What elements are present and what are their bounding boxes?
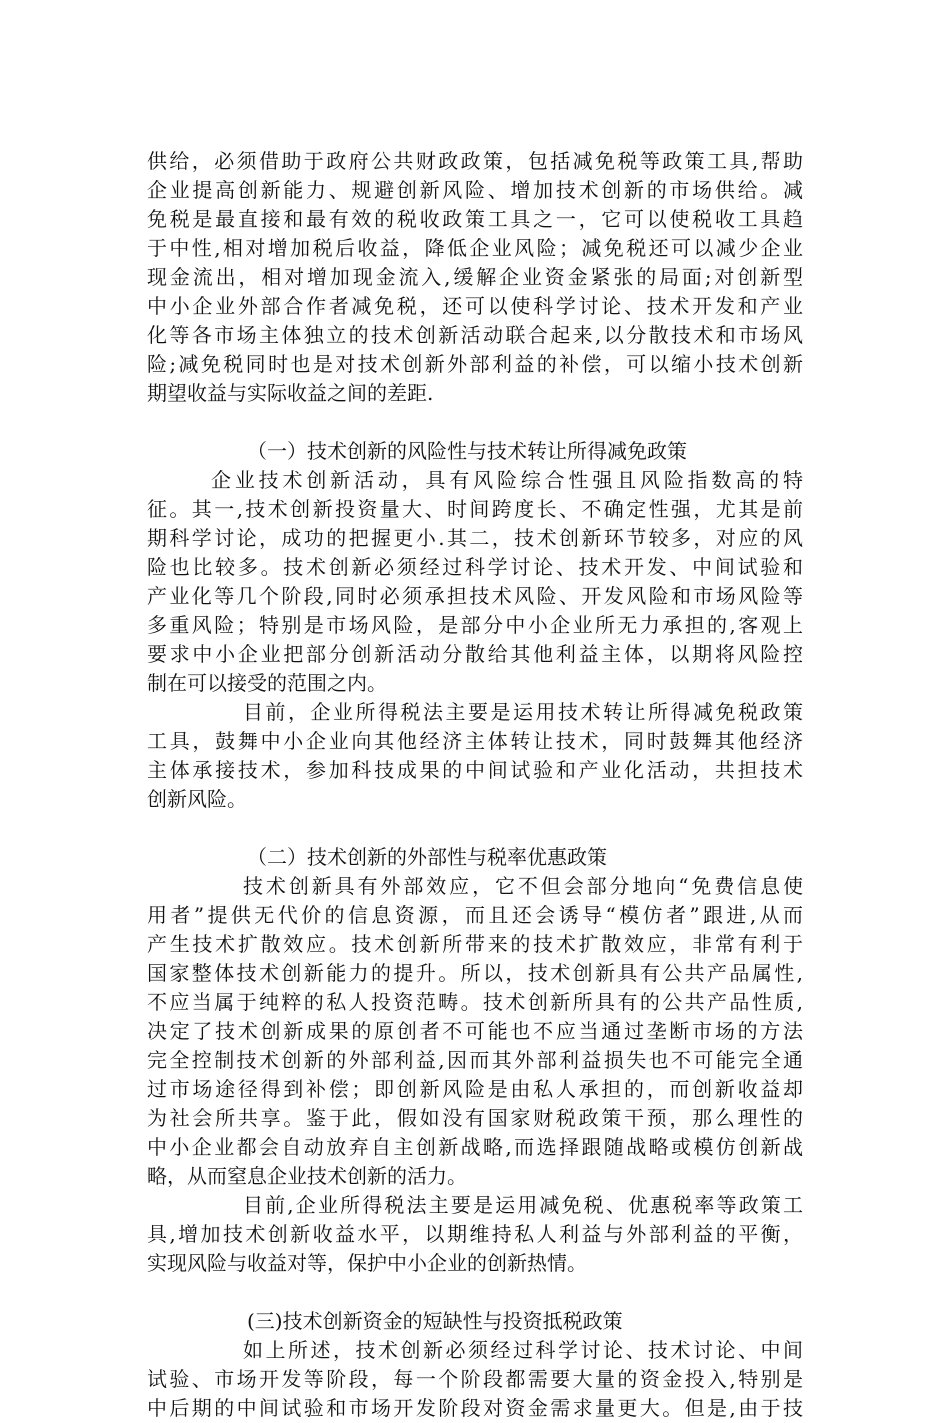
- text-line: 险;减免税同时也是对技术创新外部利益的补偿，可以缩小技术创新: [147, 352, 803, 376]
- paragraph-gap: [147, 1278, 803, 1307]
- text-line: 国家整体技术创新能力的提升。所以，技术创新具有公共产品属性,: [147, 961, 803, 985]
- text-line: 险也比较多。技术创新必须经过科学讨论、技术开发、中间试验和: [147, 555, 803, 579]
- text-line: 工具，鼓舞中小企业向其他经济主体转让技术，同时鼓舞其他经济: [147, 729, 803, 753]
- paragraph-gap: [147, 814, 803, 843]
- text-line: 中后期的中间试验和市场开发阶段对资金需求量更大。但是,由于技: [147, 1396, 803, 1420]
- text-line: 过市场途径得到补偿；即创新风险是由私人承担的，而创新收益却: [147, 1077, 803, 1101]
- text-line: 目前，企业所得税法主要是运用技术转让所得减免税政策: [243, 700, 803, 724]
- text-line: 如上所述，技术创新必须经过科学讨论、技术讨论、中间: [243, 1338, 803, 1362]
- text-line: 目前,企业所得税法主要是运用减免税、优惠税率等政策工: [243, 1193, 803, 1217]
- paragraph-1: [147, 147, 803, 408]
- text-line: 现金流出，相对增加现金流入,缓解企业资金紧张的局面;对创新型: [147, 265, 803, 289]
- text-line: 制在可以接受的范围之内。: [147, 671, 387, 695]
- paragraph-2: [147, 466, 803, 698]
- text-line: 要求中小企业把部分创新活动分散给其他利益主体，以期将风险控: [147, 642, 803, 666]
- text-line: 创新风险。: [147, 787, 247, 811]
- text-line: 产生技术扩散效应。技术创新所带来的技术扩散效应，非常有利于: [147, 932, 803, 956]
- paragraph-5: [147, 1191, 803, 1278]
- section-heading-1: （一）技术创新的风险性与技术转让所得减免政策: [247, 439, 687, 463]
- text-line: 期望收益与实际收益之间的差距.: [147, 381, 434, 405]
- text-line: 具,增加技术创新收益水平，以期维持私人利益与外部利益的平衡，: [147, 1222, 803, 1246]
- text-line: 用者”提供无代价的信息资源，而且还会诱导“模仿者”跟进,从而: [147, 903, 803, 927]
- paragraph-6: [147, 1336, 803, 1423]
- section-heading-2: （二）技术创新的外部性与税率优惠政策: [247, 845, 607, 869]
- paragraph-4: [147, 872, 803, 1191]
- text-line: 试验、市场开发等阶段，每一个阶段都需要大量的资金投入,特别是: [147, 1367, 803, 1391]
- text-line: 实现风险与收益对等，保护中小企业的创新热情。: [147, 1251, 587, 1275]
- text-line: 不应当属于纯粹的私人投资范畴。技术创新所具有的公共产品性质,: [147, 990, 803, 1014]
- text-line: 主体承接技术，参加科技成果的中间试验和产业化活动，共担技术: [147, 758, 803, 782]
- text-line: 中小企业都会自动放弃自主创新战略,而选择跟随战略或模仿创新战: [147, 1135, 803, 1159]
- document-page: [147, 147, 803, 1423]
- text-line: 免税是最直接和最有效的税收政策工具之一，它可以使税收工具趋: [147, 207, 803, 231]
- text-line: 技术创新具有外部效应，它不但会部分地向“免费信息使: [243, 874, 803, 898]
- section-heading-3: (三)技术创新资金的短缺性与投资抵税政策: [247, 1309, 623, 1333]
- text-line: 产业化等几个阶段,同时必须承担技术风险、开发风险和市场风险等: [147, 584, 803, 608]
- text-line: 供给，必须借助于政府公共财政政策，包括减免税等政策工具,帮助: [147, 149, 803, 173]
- text-line: 完全控制技术创新的外部利益,因而其外部利益损失也不可能完全通: [147, 1048, 803, 1072]
- text-line: 决定了技术创新成果的原创者不可能也不应当通过垄断市场的方法: [147, 1019, 803, 1043]
- text-line: 化等各市场主体独立的技术创新活动联合起来,以分散技术和市场风: [147, 323, 803, 347]
- text-line: 中小企业外部合作者减免税，还可以使科学讨论、技术开发和产业: [147, 294, 803, 318]
- paragraph-3: [147, 698, 803, 814]
- text-line: 为社会所共享。鉴于此，假如没有国家财税政策干预，那么理性的: [147, 1106, 803, 1130]
- text-line: 略，从而窒息企业技术创新的活力。: [147, 1164, 467, 1188]
- paragraph-gap: [147, 408, 803, 437]
- text-line: 期科学讨论，成功的把握更小.其二，技术创新环节较多，对应的风: [147, 526, 803, 550]
- text-line: 于中性,相对增加税后收益，降低企业风险；减免税还可以减少企业: [147, 236, 803, 260]
- text-line: 企业提高创新能力、规避创新风险、增加技术创新的市场供给。减: [147, 178, 803, 202]
- text-line: 多重风险；特别是市场风险，是部分中小企业所无力承担的,客观上: [147, 613, 803, 637]
- text-line: 征。其一,技术创新投资量大、时间跨度长、不确定性强，尤其是前: [147, 497, 803, 521]
- text-line: 企业技术创新活动，具有风险综合性强且风险指数高的特: [211, 468, 803, 492]
